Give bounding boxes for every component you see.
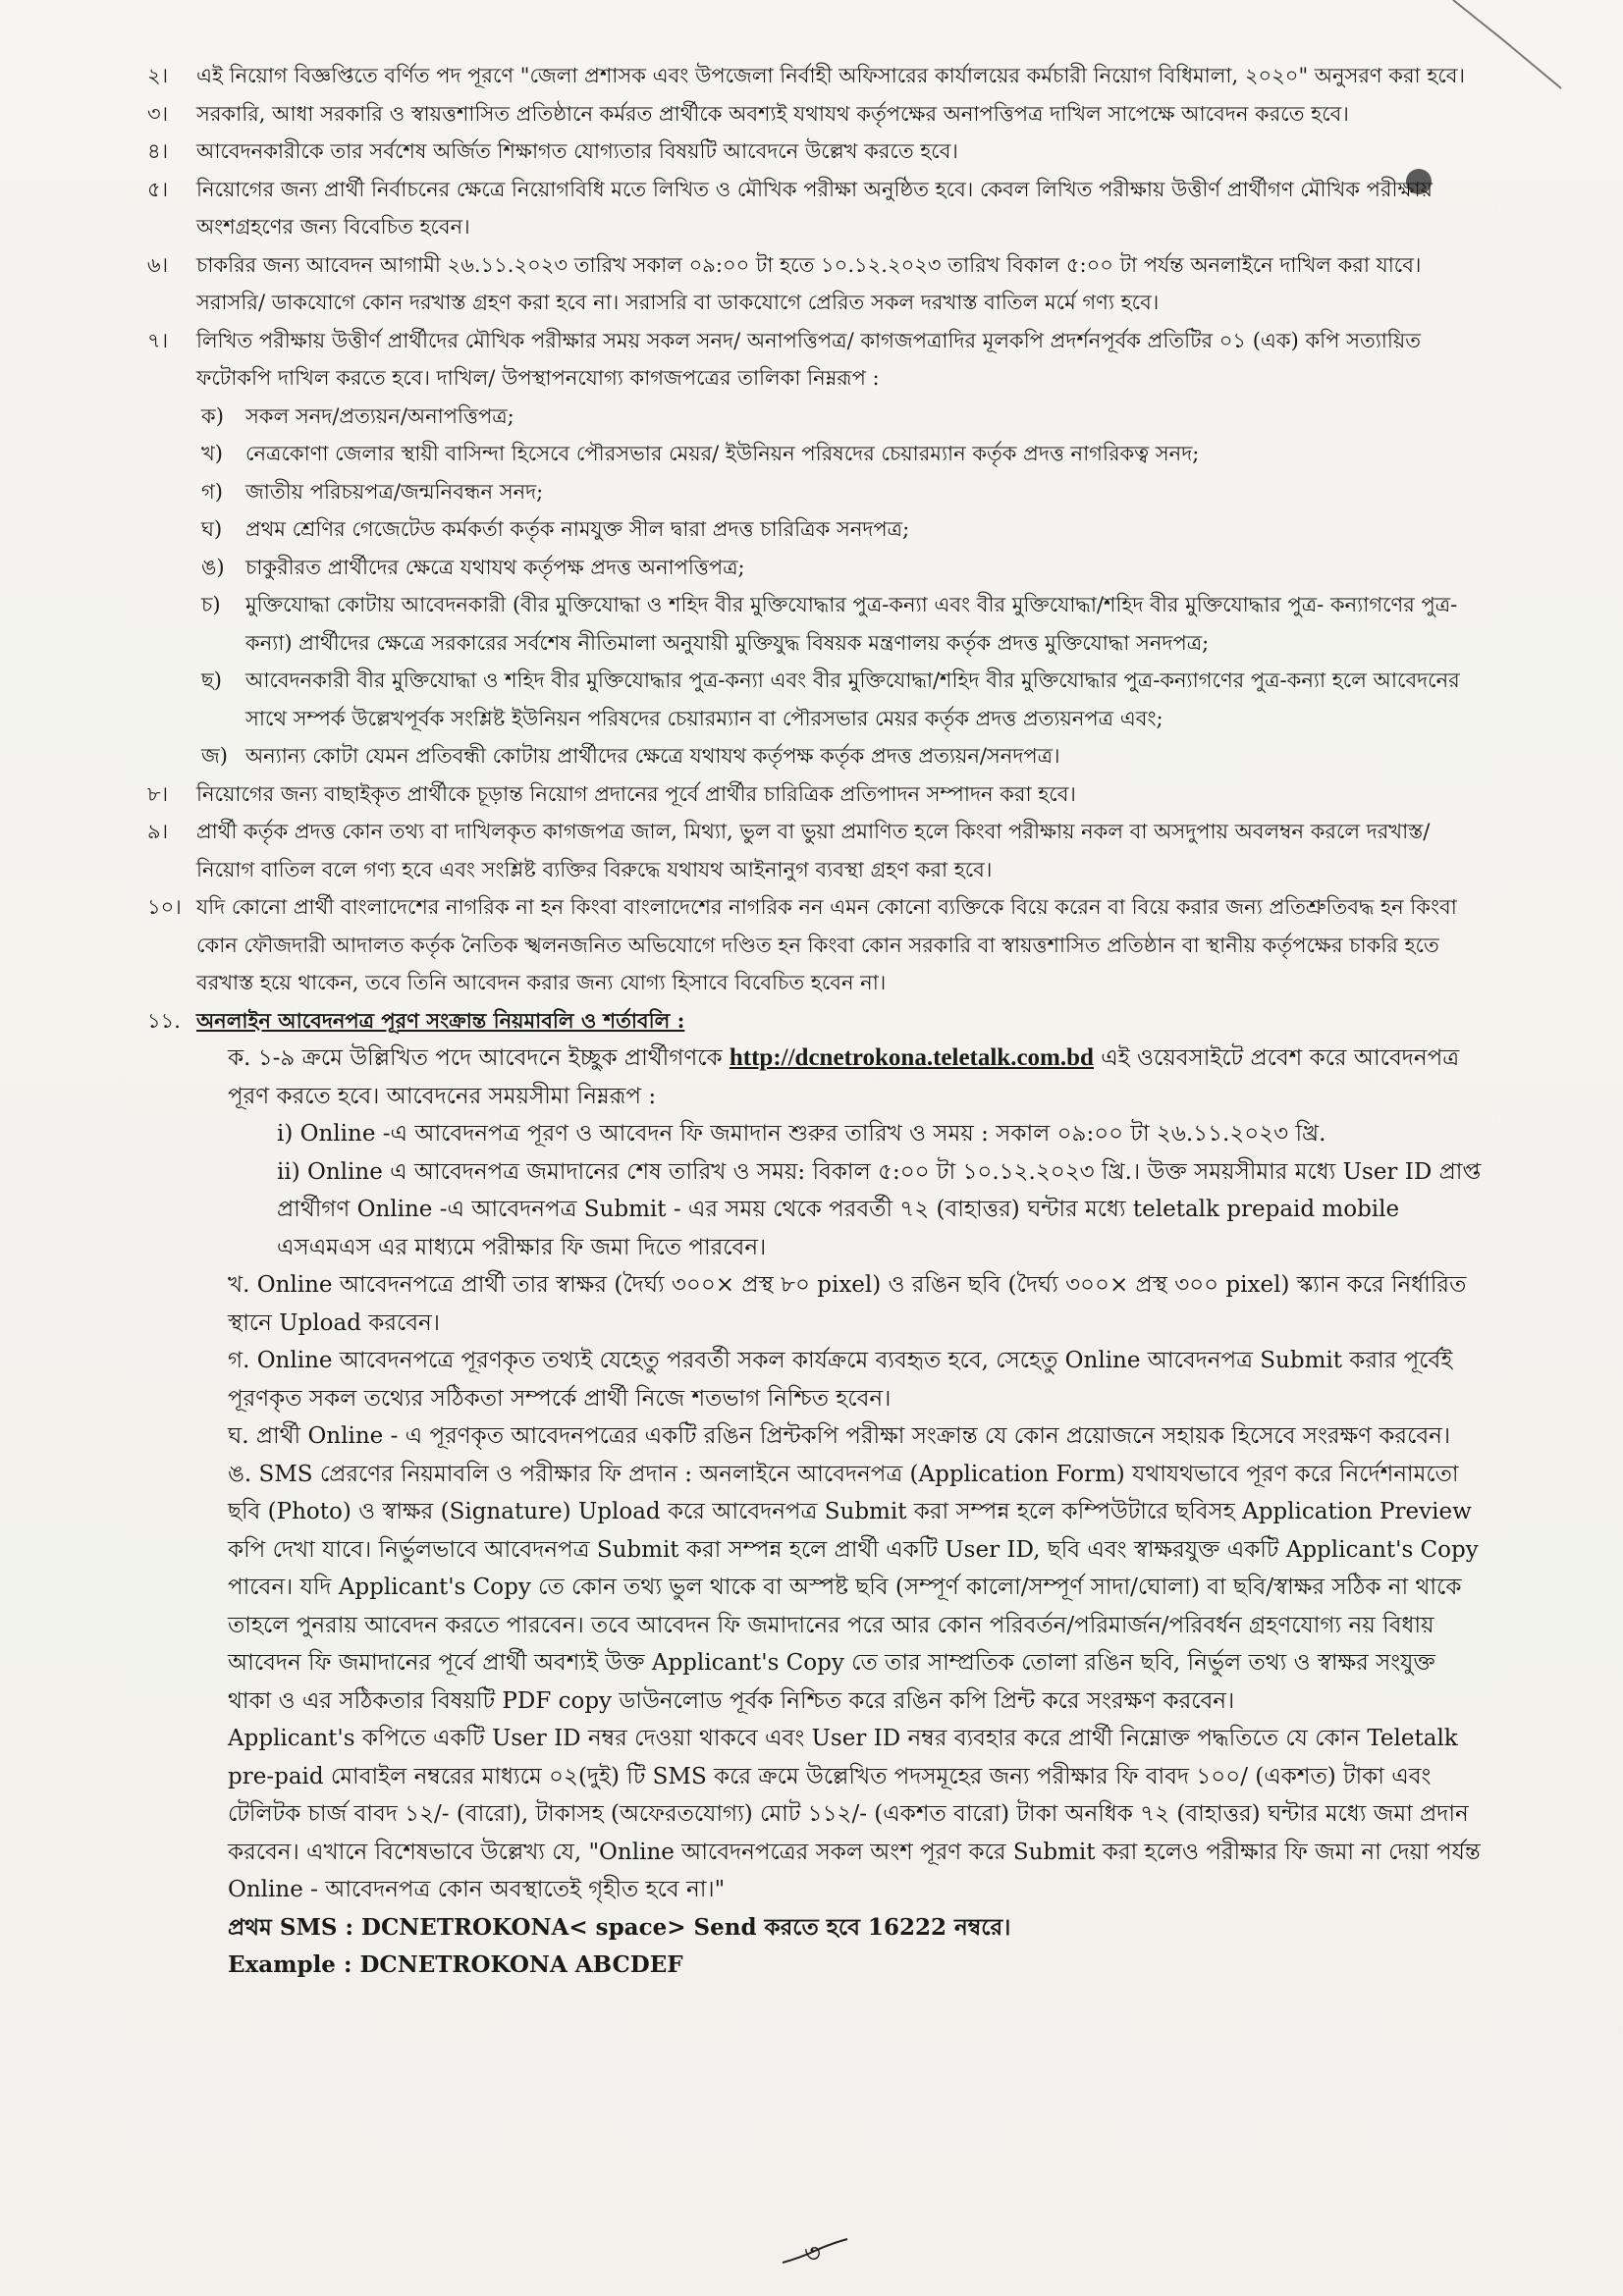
list-item [147,133,1483,171]
list-item [147,813,1483,888]
item-number: ৬। [147,252,169,277]
sub-item-letter: জ) [201,744,228,768]
section-11-heading [147,1002,1483,1041]
deadline-end: ii) Online এ আবেদনপত্র জমাদানের শেষ তারিখ ও সময়: বিকাল ৫:০০ টা ১০.১২.২০২৩ খ্রি.। উক্ত সময়সীমার মধ্যে User ID প্রাপ্ত প্রার্থীগণ Online -এ আবেদনপত্র Submit - এর সময় থেকে পরবর্তী ৭২ (বাহাত্তর) ঘন্টার মধ্যে teletalk prepaid mobile এসএমএস এর মাধ্যমে পরীক্ষার ফি জমা দিতে পারবেন। [277,1158,1482,1260]
instruction-ka-pre: ক. ১-৯ ক্রমে উল্লিখিত পদে আবেদনে ইচ্ছুক প্রার্থীগণকে [228,1045,723,1071]
instruction-ka [228,1040,1483,1115]
sub-item-text: প্রথম শ্রেণির গেজেটেড কর্মকর্তা কর্তৃক নামযুক্ত সীল দ্বারা প্রদত্ত চারিত্রিক সনদপত্র; [245,517,910,541]
item-number: ২। [147,64,169,87]
item-number: ১১. [147,1008,181,1033]
list-item [147,322,1483,398]
instruction-ga: গ. Online আবেদনপত্রে পূরণকৃত তথ্যই যেহেতু পরবর্তী সকল কার্যক্রমে ব্যবহৃত হবে, সেহেতু Online আবেদনপত্র Submit করার পূর্বেই পূরণকৃত সকল তথ্যের সঠিকতা সম্পর্কে প্রার্থী নিজে শতভাগ নিশ্চিত হবেন। [228,1348,1453,1412]
list-item [147,888,1483,1002]
item-number: ৭। [147,328,169,352]
item-text: লিখিত পরীক্ষায় উত্তীর্ণ প্রার্থীদের মৌখিক পরীক্ষার সময় সকল সনদ/ অনাপত্তিপত্র/ কাগজপত্রাদির মূলকপি প্রদর্শনপূর্বক প্রতিটির ০১ (এক) কপি সত্যায়িত ফটোকপি দাখিল করতে হবে। দাখিল/ উপস্থাপনযোগ্য কাগজপত্রের তালিকা নিম্নরূপ : [196,328,1422,390]
list-item [147,95,1483,133]
item-number: ৮। [147,781,169,806]
sub-item-letter: খ) [201,442,223,465]
sub-item-letter: গ) [201,479,223,504]
list-item [147,171,1483,246]
sub-item-letter: ছ) [201,668,222,692]
sub-item-letter: চ) [201,593,221,616]
list-item [147,246,1483,322]
item-text: সরকারি, আধা সরকারি ও স্বায়ত্তশাসিত প্রতিষ্ঠানে কর্মরত প্রার্থীকে অবশ্যই যথাযথ কর্তৃপক্ষের অনাপত্তিপত্র দাখিল সাপেক্ষে আবেদন করতে হবে। [196,101,1349,126]
sub-item [147,510,1483,549]
item-text: এই নিয়োগ বিজ্ঞপ্তিতে বর্ণিত পদ পূরণে "জেলা প্রশাসক এবং উপজেলা নির্বাহী অফিসারের কার্যালয়ের কর্মচারী নিয়োগ বিধিমালা, ২০২০" অনুসরণ করা হবে। [196,64,1465,87]
page-number-text: ৩ [804,2239,821,2269]
sub-item-text: সকল সনদ/প্রত্যয়ন/অনাপত্তিপত্র; [245,403,514,428]
item-number: ৩। [147,101,169,126]
section-title: অনলাইন আবেদনপত্র পূরণ সংক্রান্ত নিয়মাবলি ও শর্তাবলি : [196,1007,685,1033]
sms-format [147,1909,1483,1984]
online-instructions [147,1040,1483,1909]
sub-item [147,549,1483,587]
item-text: প্রার্থী কর্তৃক প্রদত্ত কোন তথ্য বা দাখিলকৃত কাগজপত্র জাল, মিথ্যা, ভুল বা ভুয়া প্রমাণিত হলে কিংবা পরীক্ষায় নকল বা অসদুপায় অবলম্বন করলে দরখাস্ত/নিয়োগ বাতিল বলে গণ্য হবে এবং সংশ্লিষ্ট ব্যক্তির বিরুদ্ধে যথাযথ আইনানুগ ব্যবস্থা গ্রহণ করা হবে। [196,820,1431,881]
sub-item-text: চাকুরীরত প্রার্থীদের ক্ষেত্রে যথাযথ কর্তৃপক্ষ প্রদত্ত অনাপত্তিপত্র; [245,555,745,579]
sms-first: প্রথম SMS : DCNETROKONA< space> Send করতে হবে 16222 নম্বরে। [228,1913,1011,1941]
item-number: ৯। [147,820,169,843]
instruction-nga: ঙ. SMS প্রেরণের নিয়মাবলি ও পরীক্ষার ফি প্রদান : অনলাইনে আবেদনপত্র (Application Form) যথাযথভাবে পূরণ করে নির্দেশনামতো ছবি (Photo) ও স্বাক্ষর (Signature) Upload করে আবেদনপত্র Submit করা সম্পন্ন হলে কম্পিউটারে ছবিসহ Application Preview কপি দেখা যাবে। নির্ভুলভাবে আবেদনপত্র Submit করা সম্পন্ন হলে প্রার্থী একটি User ID, ছবি এবং স্বাক্ষরযুক্ত একটি Applicant's Copy পাবেন। যদি Applicant's Copy তে কোন তথ্য ভুল থাকে বা অস্পষ্ট ছবি (সম্পূর্ণ কালো/সম্পূর্ণ সাদা/ঘোলা) বা ছবি/স্বাক্ষর সঠিক না থাকে তাহলে পুনরায় আবেদন করতে পারবেন। তবে আবেদন ফি জমাদানের পরে আর কোন পরিবর্তন/পরিমার্জন/পরিবর্ধন গ্রহণযোগ্য নয় বিধায় আবেদন ফি জমাদানের পূর্বে প্রার্থী অবশ্যই উক্ত Applicant's Copy তে তার সাম্প্রতিক তোলা রঙিন ছবি, নির্ভুল তথ্য ও স্বাক্ষর সংযুক্ত থাকা ও এর সঠিকতার বিষয়টি PDF copy ডাউনলোড পূর্বক নিশ্চিত করে রঙিন কপি প্রিন্ট করে সংরক্ষণ করবেন। [228,1461,1479,1714]
sub-item-letter: ঘ) [201,517,223,541]
item-number: ৫। [147,177,169,201]
item-text: যদি কোনো প্রার্থী বাংলাদেশের নাগরিক না হন কিংবা বাংলাদেশের নাগরিক নন এমন কোনো ব্যক্তিকে বিয়ে করেন বা বিয়ে করার জন্য প্রতিশ্রুতিবদ্ধ হন কিংবা কোন ফৌজদারী আদালত কর্তৃক নৈতিক স্খলনজনিত অভিযোগে দণ্ডিত হন কিংবা কোন সরকারি বা স্বায়ত্তশাসিত প্রতিষ্ঠান বা স্থানীয় কর্তৃপক্ষের চাকরি হতে বরখাস্ত হয়ে থাকেন, তবে তিনি আবেদন করার জন্য যোগ্য হিসাবে বিবেচিত হবেন না। [196,895,1457,994]
sms-example: Example : DCNETROKONA ABCDEF [228,1950,683,1978]
sub-item [147,737,1483,775]
notice-body [147,57,1483,1984]
instruction-kha: খ. Online আবেদনপত্রে প্রার্থী তার স্বাক্ষর (দৈর্ঘ্য ৩০০× প্রস্থ ৮০ pixel) ও রঙিন ছবি (দৈর্ঘ্য ৩০০× প্রস্থ ৩০০ pixel) স্ক্যান করে নির্ধারিত স্থানে Upload করবেন। [228,1272,1467,1336]
item-text: চাকরির জন্য আবেদন আগামী ২৬.১১.২০২৩ তারিখ সকাল ০৯:০০ টা হতে ১০.১২.২০২৩ তারিখ বিকাল ৫:০০ টা পর্যন্ত অনলাইনে দাখিল করা যাবে। সরাসরি/ ডাকযোগে কোন দরখাস্ত গ্রহণ করা হবে না। সরাসরি বা ডাকযোগে প্রেরিত সকল দরখাস্ত বাতিল মর্মে গণ্য হবে। [196,252,1422,314]
item-number: ৪। [147,139,169,163]
item-number: ১০। [147,895,182,919]
sub-item [147,662,1483,737]
sub-item-letter: ক) [201,403,224,428]
sub-item-text: অন্যান্য কোটা যেমন প্রতিবন্ধী কোটায় প্রার্থীদের ক্ষেত্রে যথাযথ কর্তৃপক্ষ কর্তৃক প্রদত্ত প্রত্যয়ন/সনদপত্র। [245,744,1060,768]
sub-item-letter: ঙ) [201,555,225,579]
list-item [147,775,1483,814]
instruction-gha: ঘ. প্রার্থী Online - এ পূরণকৃত আবেদনপত্রের একটি রঙিন প্রিন্টকপি পরীক্ষা সংক্রান্ত যে কোন প্রয়োজনে সহায়ক হিসেবে সংরক্ষণ করবেন। [228,1423,1451,1449]
sub-item [147,586,1483,662]
sub-item [147,473,1483,511]
sub-item-text: জাতীয় পরিচয়পত্র/জন্মনিবন্ধন সনদ; [245,479,544,504]
sub-item-text: নেত্রকোণা জেলার স্থায়ী বাসিন্দা হিসেবে পৌরসভার মেয়র/ ইউনিয়ন পরিষদের চেয়ারম্যান কর্তৃক প্রদত্ত নাগরিকত্ব সনদ; [245,442,1200,465]
website-link[interactable]: http://dcnetrokona.teletalk.com.bd [729,1044,1094,1071]
sub-item [147,398,1483,436]
list-item [147,57,1483,95]
deadline-start: i) Online -এ আবেদনপত্র পূরণ ও আবেদন ফি জমাদান শুরুর তারিখ ও সময় : সকাল ০৯:০০ টা ২৬.১১.২০২৩ খ্রি. [277,1121,1326,1147]
instruction-ka-post: এই ওয়েবসাইটে প্রবেশ করে আবেদনপত্র পূরণ করতে হবে। আবেদনের সময়সীমা নিম্নরূপ : [228,1045,1460,1109]
sub-item-text: আবেদনকারী বীর মুক্তিযোদ্ধা ও শহিদ বীর মুক্তিযোদ্ধার পুত্র-কন্যা এবং বীর মুক্তিযোদ্ধা/শহিদ বীর মুক্তিযোদ্ধার পুত্র-কন্যাগণের পুত্র-কন্যা হলে আবেদনের সাথে সম্পর্ক উল্লেখপূর্বক সংশ্লিষ্ট ইউনিয়ন পরিষদের চেয়ারম্যান বা পৌরসভার মেয়র কর্তৃক প্রদত্ত প্রত্যয়নপত্র এবং; [245,668,1460,730]
item-text: নিয়োগের জন্য প্রার্থী নির্বাচনের ক্ষেত্রে নিয়োগবিধি মতে লিখিত ও মৌখিক পরীক্ষা অনুষ্ঠিত হবে। কেবল লিখিত পরীক্ষায় উত্তীর্ণ প্রার্থীগণ মৌখিক পরীক্ষায় অংশগ্রহণের জন্য বিবেচিত হবেন। [196,177,1433,239]
sub-item-text: মুক্তিযোদ্ধা কোটায় আবেদনকারী (বীর মুক্তিযোদ্ধা ও শহিদ বীর মুক্তিযোদ্ধার পুত্র-কন্যা এবং বীর মুক্তিযোদ্ধা/শহিদ বীর মুক্তিযোদ্ধার পুত্র- কন্যাগণের পুত্র-কন্যা) প্রার্থীদের ক্ষেত্রে সরকারের সর্বশেষ নীতিমালা অনুযায়ী মুক্তিযুদ্ধ বিষয়ক মন্ত্রণালয় কর্তৃক প্রদত্ত মুক্তিযোদ্ধা সনদপত্র; [245,593,1458,655]
instruction-fee: Applicant's কপিতে একটি User ID নম্বর দেওয়া থাকবে এবং User ID নম্বর ব্যবহার করে প্রার্থী নিম্নোক্ত পদ্ধতিতে যে কোন Teletalk pre-paid মোবাইল নম্বরের মাধ্যমে ০২(দুই) টি SMS করে ক্রমে উল্লেখিত পদসমূহের জন্য পরীক্ষার ফি বাবদ ১০০/ (একশত) টাকা এবং টেলিটক চার্জ বাবদ ১২/- (বারো), টাকাসহ (অফেরতযোগ্য) মোট ১১২/- (একশত বারো) টাকা অনধিক ৭২ (বাহাত্তর) ঘন্টার মধ্যে জমা প্রদান করবেন। এখানে বিশেষভাবে উল্লেখ্য যে, "Online আবেদনপত্রের সকল অংশ পূরণ করে Submit করা হলেও পরীক্ষার ফি জমা না দেয়া পর্যন্ত Online - আবেদনপত্র কোন অবস্থাতেই গৃহীত হবে না।" [228,1726,1481,1902]
page-number [781,2233,849,2272]
item-text: আবেদনকারীকে তার সর্বশেষ অর্জিত শিক্ষাগত যোগ্যতার বিষয়টি আবেদনে উল্লেখ করতে হবে। [196,139,958,163]
sub-item [147,435,1483,473]
item-text: নিয়োগের জন্য বাছাইকৃত প্রার্থীকে চূড়ান্ত নিয়োগ প্রদানের পূর্বে প্রার্থীর চারিত্রিক প্রতিপাদন সম্পাদন করা হবে। [196,781,1076,806]
